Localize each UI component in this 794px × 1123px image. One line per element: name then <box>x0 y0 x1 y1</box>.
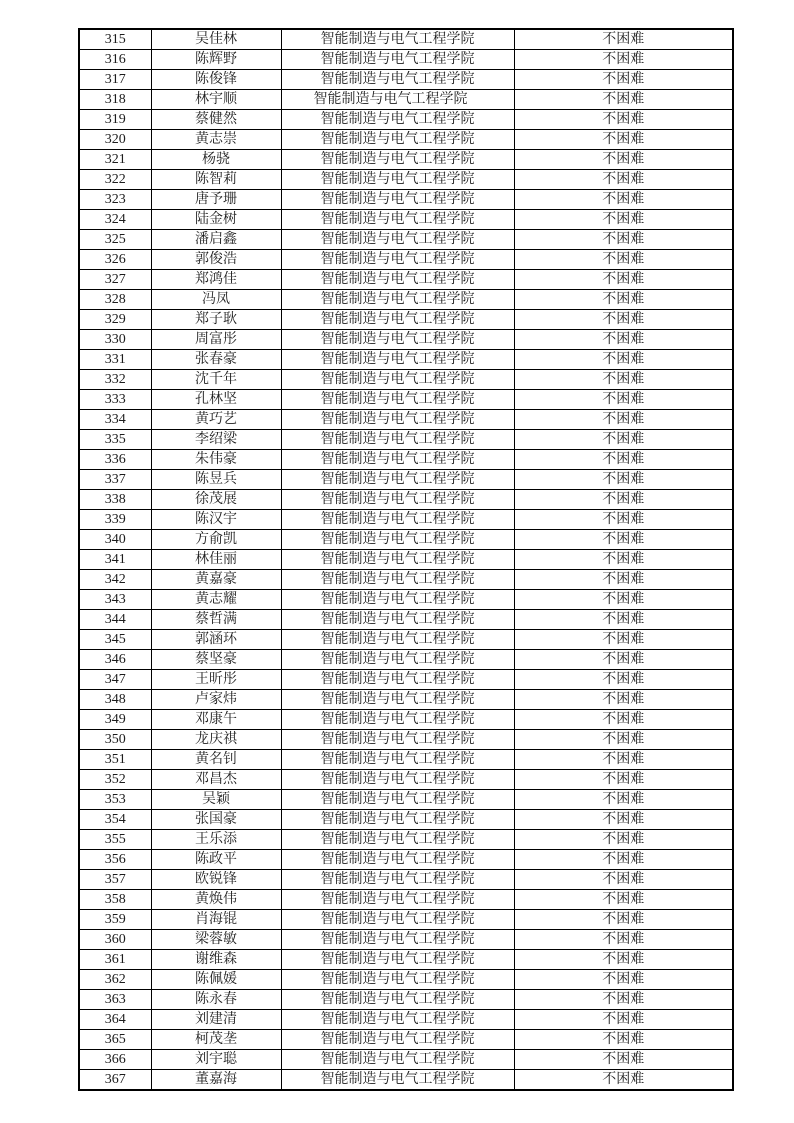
cell-student-name: 吴颖 <box>151 790 281 810</box>
cell-college: 智能制造与电气工程学院 <box>281 50 514 70</box>
cell-row-number: 362 <box>79 970 151 990</box>
table-row <box>79 570 733 590</box>
cell-student-name: 沈千年 <box>151 370 281 390</box>
table-row <box>79 170 733 190</box>
cell-difficulty-status: 不困难 <box>514 370 733 390</box>
cell-college: 智能制造与电气工程学院 <box>281 170 514 190</box>
table-row <box>79 670 733 690</box>
cell-difficulty-status: 不困难 <box>514 410 733 430</box>
cell-row-number: 327 <box>79 270 151 290</box>
table-row <box>79 1030 733 1050</box>
cell-difficulty-status: 不困难 <box>514 730 733 750</box>
cell-row-number: 319 <box>79 110 151 130</box>
cell-row-number: 333 <box>79 390 151 410</box>
cell-college: 智能制造与电气工程学院 <box>281 430 514 450</box>
cell-row-number: 325 <box>79 230 151 250</box>
cell-difficulty-status: 不困难 <box>514 250 733 270</box>
cell-row-number: 326 <box>79 250 151 270</box>
cell-row-number: 358 <box>79 890 151 910</box>
cell-row-number: 321 <box>79 150 151 170</box>
cell-row-number: 341 <box>79 550 151 570</box>
cell-student-name: 邓昌杰 <box>151 770 281 790</box>
cell-row-number: 366 <box>79 1050 151 1070</box>
cell-row-number: 318 <box>79 90 151 110</box>
cell-student-name: 龙庆祺 <box>151 730 281 750</box>
table-row <box>79 1010 733 1030</box>
cell-student-name: 陈智莉 <box>151 170 281 190</box>
cell-row-number: 315 <box>79 29 151 50</box>
cell-difficulty-status: 不困难 <box>514 90 733 110</box>
cell-college: 智能制造与电气工程学院 <box>281 870 514 890</box>
cell-row-number: 365 <box>79 1030 151 1050</box>
cell-student-name: 陈汉宇 <box>151 510 281 530</box>
cell-college: 智能制造与电气工程学院 <box>281 350 514 370</box>
cell-college: 智能制造与电气工程学院 <box>281 1070 514 1091</box>
cell-college: 智能制造与电气工程学院 <box>281 930 514 950</box>
table-row <box>79 29 733 50</box>
cell-student-name: 林宇顺 <box>151 90 281 110</box>
cell-difficulty-status: 不困难 <box>514 1070 733 1091</box>
cell-college: 智能制造与电气工程学院 <box>281 29 514 50</box>
table-row <box>79 410 733 430</box>
cell-college: 智能制造与电气工程学院 <box>281 490 514 510</box>
cell-student-name: 冯凤 <box>151 290 281 310</box>
table-row <box>79 610 733 630</box>
cell-college: 智能制造与电气工程学院 <box>281 770 514 790</box>
table-row <box>79 190 733 210</box>
cell-college: 智能制造与电气工程学院 <box>281 530 514 550</box>
cell-college: 智能制造与电气工程学院 <box>281 290 514 310</box>
table-row <box>79 950 733 970</box>
cell-row-number: 331 <box>79 350 151 370</box>
cell-college: 智能制造与电气工程学院 <box>281 250 514 270</box>
cell-row-number: 355 <box>79 830 151 850</box>
cell-student-name: 刘宇聪 <box>151 1050 281 1070</box>
cell-difficulty-status: 不困难 <box>514 710 733 730</box>
table-row <box>79 530 733 550</box>
cell-college: 智能制造与电气工程学院 <box>281 610 514 630</box>
cell-difficulty-status: 不困难 <box>514 890 733 910</box>
cell-difficulty-status: 不困难 <box>514 510 733 530</box>
table-row <box>79 930 733 950</box>
cell-difficulty-status: 不困难 <box>514 330 733 350</box>
cell-student-name: 黄焕伟 <box>151 890 281 910</box>
table-row <box>79 870 733 890</box>
cell-row-number: 348 <box>79 690 151 710</box>
cell-student-name: 董嘉海 <box>151 1070 281 1091</box>
cell-row-number: 363 <box>79 990 151 1010</box>
cell-college: 智能制造与电气工程学院 <box>281 70 514 90</box>
cell-row-number: 354 <box>79 810 151 830</box>
cell-student-name: 陈佩媛 <box>151 970 281 990</box>
table-row <box>79 150 733 170</box>
cell-difficulty-status: 不困难 <box>514 390 733 410</box>
cell-college: 智能制造与电气工程学院 <box>281 790 514 810</box>
cell-student-name: 黄志崇 <box>151 130 281 150</box>
cell-row-number: 353 <box>79 790 151 810</box>
cell-row-number: 347 <box>79 670 151 690</box>
cell-difficulty-status: 不困难 <box>514 850 733 870</box>
cell-student-name: 谢维森 <box>151 950 281 970</box>
cell-difficulty-status: 不困难 <box>514 550 733 570</box>
cell-difficulty-status: 不困难 <box>514 570 733 590</box>
cell-college: 智能制造与电气工程学院 <box>281 590 514 610</box>
cell-college: 智能制造与电气工程学院 <box>281 730 514 750</box>
cell-row-number: 335 <box>79 430 151 450</box>
cell-college: 智能制造与电气工程学院 <box>281 950 514 970</box>
cell-row-number: 323 <box>79 190 151 210</box>
cell-student-name: 黄嘉豪 <box>151 570 281 590</box>
cell-student-name: 黄巧艺 <box>151 410 281 430</box>
table-row <box>79 970 733 990</box>
cell-row-number: 332 <box>79 370 151 390</box>
cell-college: 智能制造与电气工程学院 <box>281 450 514 470</box>
table-row <box>79 910 733 930</box>
cell-row-number: 342 <box>79 570 151 590</box>
cell-difficulty-status: 不困难 <box>514 750 733 770</box>
cell-college: 智能制造与电气工程学院 <box>281 850 514 870</box>
cell-college: 智能制造与电气工程学院 <box>281 330 514 350</box>
cell-college: 智能制造与电气工程学院 <box>281 890 514 910</box>
table-row <box>79 990 733 1010</box>
cell-college: 智能制造与电气工程学院 <box>281 510 514 530</box>
cell-difficulty-status: 不困难 <box>514 770 733 790</box>
table-row <box>79 770 733 790</box>
cell-row-number: 322 <box>79 170 151 190</box>
table-row <box>79 230 733 250</box>
roster-body <box>79 29 733 1090</box>
cell-college: 智能制造与电气工程学院 <box>281 370 514 390</box>
cell-student-name: 吴佳林 <box>151 29 281 50</box>
cell-row-number: 360 <box>79 930 151 950</box>
table-row <box>79 510 733 530</box>
cell-college: 智能制造与电气工程学院 <box>281 910 514 930</box>
cell-student-name: 柯茂垄 <box>151 1030 281 1050</box>
cell-row-number: 344 <box>79 610 151 630</box>
cell-difficulty-status: 不困难 <box>514 210 733 230</box>
cell-difficulty-status: 不困难 <box>514 170 733 190</box>
cell-student-name: 黄志耀 <box>151 590 281 610</box>
cell-college: 智能制造与电气工程学院 <box>281 670 514 690</box>
cell-college: 智能制造与电气工程学院 <box>281 310 514 330</box>
cell-college: 智能制造与电气工程学院 <box>281 90 514 110</box>
table-row <box>79 70 733 90</box>
student-roster-table <box>78 28 734 1091</box>
cell-college: 智能制造与电气工程学院 <box>281 970 514 990</box>
table-row <box>79 590 733 610</box>
cell-student-name: 李绍梁 <box>151 430 281 450</box>
table-row <box>79 370 733 390</box>
table-row <box>79 710 733 730</box>
cell-row-number: 336 <box>79 450 151 470</box>
cell-college: 智能制造与电气工程学院 <box>281 750 514 770</box>
cell-student-name: 郑鸿佳 <box>151 270 281 290</box>
cell-student-name: 欧锐锋 <box>151 870 281 890</box>
cell-difficulty-status: 不困难 <box>514 1010 733 1030</box>
cell-student-name: 蔡健然 <box>151 110 281 130</box>
cell-college: 智能制造与电气工程学院 <box>281 410 514 430</box>
table-row <box>79 690 733 710</box>
cell-difficulty-status: 不困难 <box>514 810 733 830</box>
cell-student-name: 刘建清 <box>151 1010 281 1030</box>
cell-student-name: 邓康午 <box>151 710 281 730</box>
cell-difficulty-status: 不困难 <box>514 530 733 550</box>
cell-difficulty-status: 不困难 <box>514 350 733 370</box>
cell-difficulty-status: 不困难 <box>514 270 733 290</box>
cell-college: 智能制造与电气工程学院 <box>281 810 514 830</box>
cell-row-number: 328 <box>79 290 151 310</box>
table-row <box>79 290 733 310</box>
table-row <box>79 550 733 570</box>
table-row <box>79 790 733 810</box>
cell-row-number: 320 <box>79 130 151 150</box>
cell-student-name: 张春豪 <box>151 350 281 370</box>
table-row <box>79 850 733 870</box>
cell-college: 智能制造与电气工程学院 <box>281 190 514 210</box>
cell-difficulty-status: 不困难 <box>514 470 733 490</box>
cell-difficulty-status: 不困难 <box>514 190 733 210</box>
table-row <box>79 390 733 410</box>
cell-student-name: 唐予珊 <box>151 190 281 210</box>
cell-row-number: 324 <box>79 210 151 230</box>
cell-college: 智能制造与电气工程学院 <box>281 650 514 670</box>
cell-difficulty-status: 不困难 <box>514 490 733 510</box>
cell-student-name: 陈昱兵 <box>151 470 281 490</box>
cell-student-name: 郭俊浩 <box>151 250 281 270</box>
cell-difficulty-status: 不困难 <box>514 910 733 930</box>
cell-row-number: 351 <box>79 750 151 770</box>
cell-row-number: 356 <box>79 850 151 870</box>
cell-student-name: 王昕彤 <box>151 670 281 690</box>
cell-college: 智能制造与电气工程学院 <box>281 710 514 730</box>
cell-difficulty-status: 不困难 <box>514 670 733 690</box>
table-row <box>79 350 733 370</box>
cell-row-number: 330 <box>79 330 151 350</box>
cell-difficulty-status: 不困难 <box>514 450 733 470</box>
cell-student-name: 潘启鑫 <box>151 230 281 250</box>
cell-student-name: 郑子耿 <box>151 310 281 330</box>
cell-student-name: 梁蓉敏 <box>151 930 281 950</box>
table-row <box>79 730 733 750</box>
cell-student-name: 陈政平 <box>151 850 281 870</box>
cell-student-name: 肖海锟 <box>151 910 281 930</box>
cell-difficulty-status: 不困难 <box>514 290 733 310</box>
cell-student-name: 林佳丽 <box>151 550 281 570</box>
table-row <box>79 750 733 770</box>
cell-student-name: 蔡坚豪 <box>151 650 281 670</box>
table-row <box>79 490 733 510</box>
cell-difficulty-status: 不困难 <box>514 70 733 90</box>
cell-student-name: 陆金树 <box>151 210 281 230</box>
cell-college: 智能制造与电气工程学院 <box>281 390 514 410</box>
table-row <box>79 630 733 650</box>
cell-college: 智能制造与电气工程学院 <box>281 1050 514 1070</box>
cell-difficulty-status: 不困难 <box>514 870 733 890</box>
cell-row-number: 334 <box>79 410 151 430</box>
table-row <box>79 450 733 470</box>
cell-row-number: 317 <box>79 70 151 90</box>
cell-difficulty-status: 不困难 <box>514 29 733 50</box>
cell-row-number: 350 <box>79 730 151 750</box>
table-row <box>79 650 733 670</box>
table-row <box>79 830 733 850</box>
cell-college: 智能制造与电气工程学院 <box>281 1010 514 1030</box>
cell-student-name: 朱伟豪 <box>151 450 281 470</box>
cell-college: 智能制造与电气工程学院 <box>281 550 514 570</box>
cell-difficulty-status: 不困难 <box>514 590 733 610</box>
table-row <box>79 110 733 130</box>
cell-college: 智能制造与电气工程学院 <box>281 630 514 650</box>
cell-difficulty-status: 不困难 <box>514 430 733 450</box>
table-row <box>79 130 733 150</box>
table-row <box>79 50 733 70</box>
cell-difficulty-status: 不困难 <box>514 690 733 710</box>
cell-difficulty-status: 不困难 <box>514 650 733 670</box>
cell-difficulty-status: 不困难 <box>514 790 733 810</box>
table-row <box>79 90 733 110</box>
cell-row-number: 338 <box>79 490 151 510</box>
cell-student-name: 王乐添 <box>151 830 281 850</box>
cell-difficulty-status: 不困难 <box>514 970 733 990</box>
cell-student-name: 张国豪 <box>151 810 281 830</box>
cell-difficulty-status: 不困难 <box>514 830 733 850</box>
table-row <box>79 810 733 830</box>
cell-row-number: 339 <box>79 510 151 530</box>
cell-student-name: 孔林坚 <box>151 390 281 410</box>
cell-difficulty-status: 不困难 <box>514 630 733 650</box>
cell-difficulty-status: 不困难 <box>514 610 733 630</box>
cell-difficulty-status: 不困难 <box>514 990 733 1010</box>
table-row <box>79 1070 733 1091</box>
table-row <box>79 250 733 270</box>
cell-row-number: 367 <box>79 1070 151 1091</box>
cell-row-number: 337 <box>79 470 151 490</box>
cell-difficulty-status: 不困难 <box>514 310 733 330</box>
cell-row-number: 359 <box>79 910 151 930</box>
cell-row-number: 349 <box>79 710 151 730</box>
cell-college: 智能制造与电气工程学院 <box>281 210 514 230</box>
cell-difficulty-status: 不困难 <box>514 950 733 970</box>
table-row <box>79 1050 733 1070</box>
cell-difficulty-status: 不困难 <box>514 150 733 170</box>
cell-difficulty-status: 不困难 <box>514 130 733 150</box>
cell-student-name: 陈辉野 <box>151 50 281 70</box>
cell-college: 智能制造与电气工程学院 <box>281 470 514 490</box>
cell-college: 智能制造与电气工程学院 <box>281 270 514 290</box>
cell-college: 智能制造与电气工程学院 <box>281 990 514 1010</box>
cell-row-number: 316 <box>79 50 151 70</box>
cell-college: 智能制造与电气工程学院 <box>281 830 514 850</box>
table-row <box>79 310 733 330</box>
table-row <box>79 890 733 910</box>
cell-college: 智能制造与电气工程学院 <box>281 1030 514 1050</box>
cell-row-number: 329 <box>79 310 151 330</box>
table-row <box>79 470 733 490</box>
cell-college: 智能制造与电气工程学院 <box>281 130 514 150</box>
cell-difficulty-status: 不困难 <box>514 1030 733 1050</box>
cell-student-name: 黄名钊 <box>151 750 281 770</box>
cell-college: 智能制造与电气工程学院 <box>281 230 514 250</box>
cell-row-number: 346 <box>79 650 151 670</box>
cell-row-number: 357 <box>79 870 151 890</box>
cell-student-name: 陈永春 <box>151 990 281 1010</box>
table-row <box>79 430 733 450</box>
cell-row-number: 361 <box>79 950 151 970</box>
cell-student-name: 杨骁 <box>151 150 281 170</box>
table-row <box>79 270 733 290</box>
cell-row-number: 345 <box>79 630 151 650</box>
cell-difficulty-status: 不困难 <box>514 930 733 950</box>
cell-college: 智能制造与电气工程学院 <box>281 110 514 130</box>
table-row <box>79 210 733 230</box>
cell-student-name: 方俞凯 <box>151 530 281 550</box>
cell-college: 智能制造与电气工程学院 <box>281 570 514 590</box>
cell-student-name: 郭涵环 <box>151 630 281 650</box>
cell-row-number: 352 <box>79 770 151 790</box>
cell-row-number: 364 <box>79 1010 151 1030</box>
table-row <box>79 330 733 350</box>
cell-student-name: 蔡哲满 <box>151 610 281 630</box>
cell-difficulty-status: 不困难 <box>514 50 733 70</box>
cell-difficulty-status: 不困难 <box>514 230 733 250</box>
cell-student-name: 徐茂展 <box>151 490 281 510</box>
cell-difficulty-status: 不困难 <box>514 1050 733 1070</box>
cell-student-name: 陈俊锋 <box>151 70 281 90</box>
cell-difficulty-status: 不困难 <box>514 110 733 130</box>
cell-college: 智能制造与电气工程学院 <box>281 150 514 170</box>
cell-college: 智能制造与电气工程学院 <box>281 690 514 710</box>
cell-row-number: 340 <box>79 530 151 550</box>
cell-row-number: 343 <box>79 590 151 610</box>
cell-student-name: 周富彤 <box>151 330 281 350</box>
cell-student-name: 卢家炜 <box>151 690 281 710</box>
